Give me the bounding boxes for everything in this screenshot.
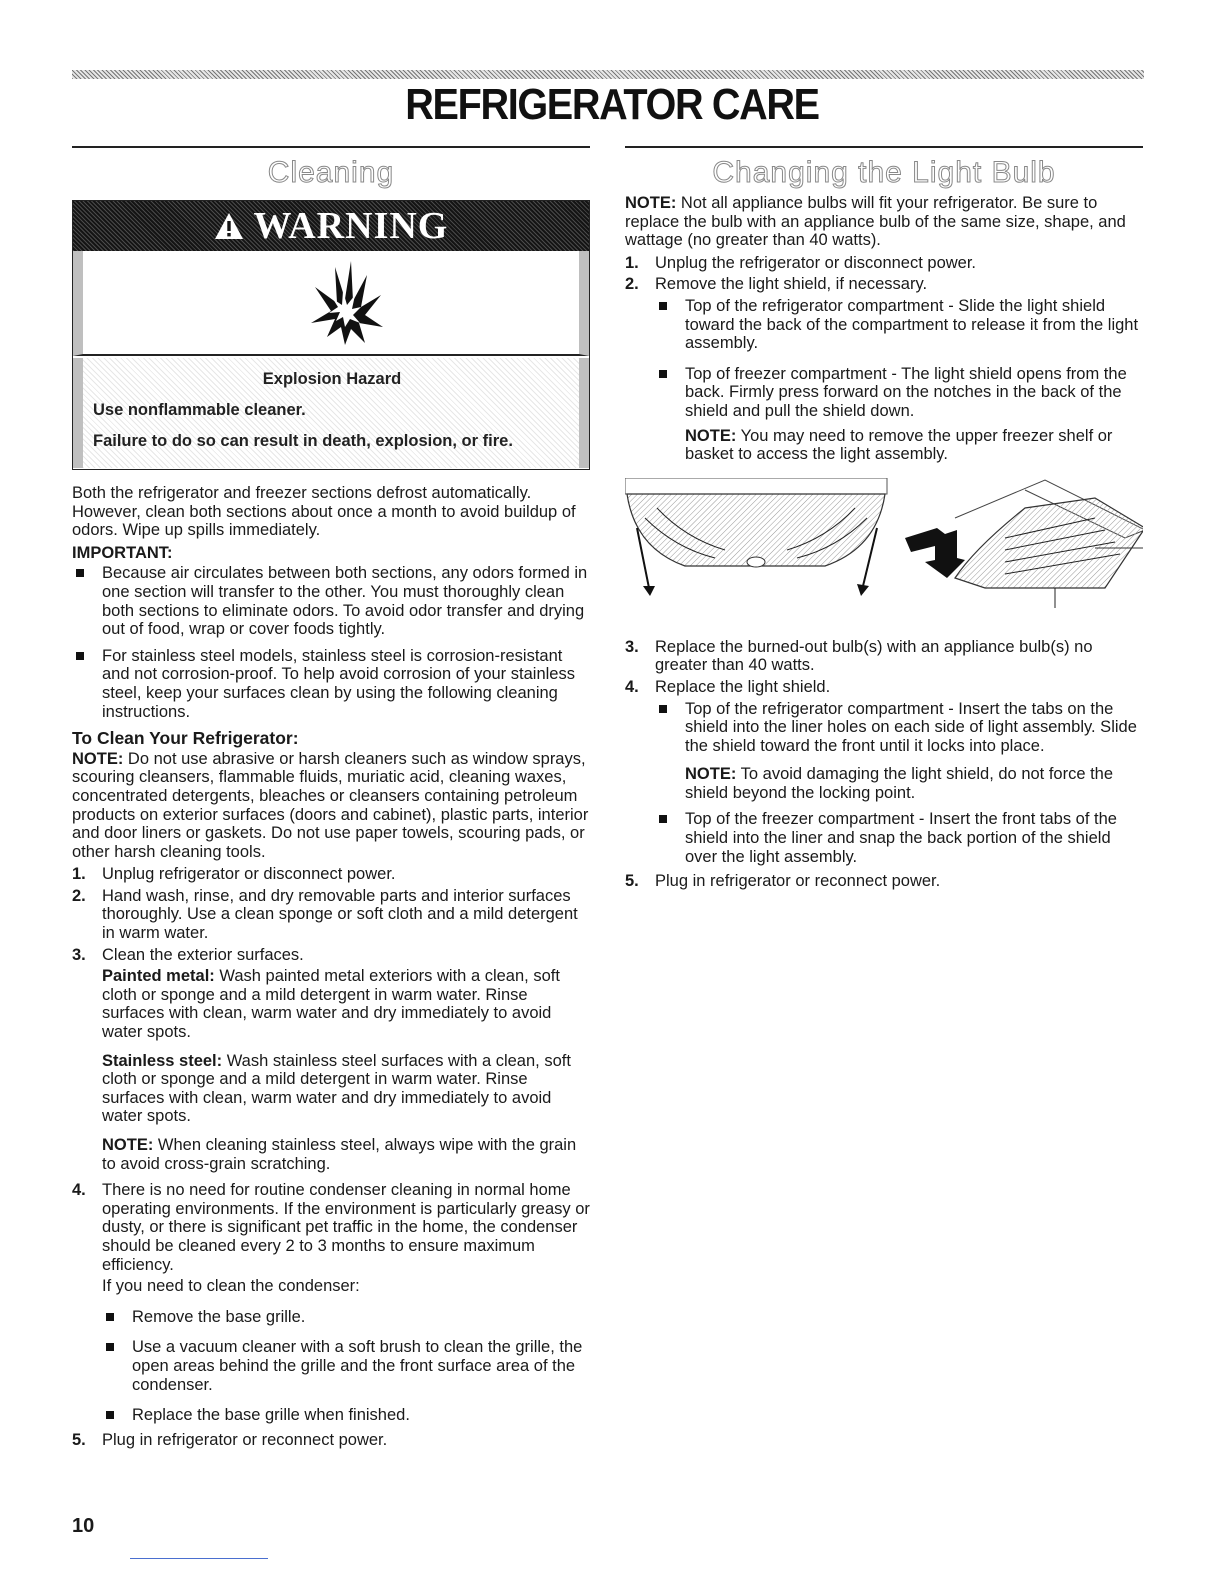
- step-number: 4.: [625, 677, 639, 696]
- stainless-note: [72, 1136, 590, 1173]
- left-rule: [72, 146, 590, 148]
- warning-line-1: Use nonflammable cleaner.: [93, 401, 306, 419]
- step-number: 2.: [72, 886, 86, 905]
- bulb-note: [625, 194, 1143, 250]
- header-texture-strip: [72, 70, 1144, 79]
- painted-metal-paragraph: [72, 967, 590, 1041]
- cleaning-column: [72, 484, 590, 1452]
- painted-label: Painted metal:: [102, 967, 215, 986]
- page-number: 10: [72, 1515, 95, 1537]
- note-text: To avoid damaging the light shield, do not force the shield beyond the locking point.: [685, 765, 1114, 802]
- warning-symbol-panel: [73, 251, 589, 356]
- step-3: [72, 946, 590, 965]
- page-title: REFRIGERATOR CARE: [405, 80, 819, 129]
- shield-bullet: Top of the refrigerator compartment - Slide the light shield toward the back of the compartment to release it from the light assembly.: [655, 297, 1143, 353]
- warning-triangle-icon: [214, 205, 254, 247]
- bulb-step-5: [625, 872, 1143, 891]
- condenser-bullet: Replace the base grille when finished.: [102, 1406, 590, 1425]
- warning-header: [73, 201, 589, 251]
- stainless-paragraph: [72, 1052, 590, 1126]
- warning-text-panel: [73, 358, 589, 468]
- warning-box: [72, 200, 590, 470]
- bulb-step-1: [625, 254, 1143, 273]
- bottom-link-line: [130, 1558, 268, 1559]
- shield-bullet: Top of freezer compartment - The light shield opens from the back. Firmly press forward on the notches in the back of the shield and pull the shield down.: [655, 365, 1143, 421]
- step-text: Hand wash, rinse, and dry removable parts and interior surfaces thoroughly. Use a clean sponge or soft cloth and a mild detergent in warm water.: [102, 886, 578, 943]
- note-label: NOTE:: [102, 1136, 154, 1154]
- step-text: There is no need for routine condenser cleaning in normal home operating environments. If the environment is particularly greasy or dusty, or there is significant pet traffic in the home, the condenser should be cleaned every 2 to 3 months to ensure maximum efficiency.: [102, 1181, 590, 1274]
- condenser-bullet: Remove the base grille.: [102, 1308, 590, 1327]
- step-number: 5.: [72, 1430, 86, 1449]
- step-text: Unplug refrigerator or disconnect power.: [102, 865, 396, 884]
- condenser-intro: If you need to clean the condenser:: [102, 1277, 360, 1296]
- warning-label: WARNING: [253, 205, 449, 247]
- step-number: 5.: [625, 872, 639, 891]
- step-number: 4.: [72, 1181, 86, 1200]
- replace-bullet: Top of the freezer compartment - Insert the front tabs of the shield into the liner and snap the back portion of the shield over the light assembly.: [655, 810, 1143, 866]
- replace-bullet: Top of the refrigerator compartment - Insert the tabs on the shield into the liner holes on each side of light assembly. Slide the shield toward the front until it locks into place.: [655, 700, 1143, 756]
- light-shield-illustration: [625, 478, 1143, 628]
- bulb-step-4: [625, 678, 1143, 697]
- step-number: 3.: [625, 637, 639, 656]
- note-label: NOTE:: [685, 765, 737, 784]
- explosion-icon: [305, 257, 385, 347]
- warning-line-2: Failure to do so can result in death, explosion, or fire.: [93, 432, 513, 450]
- freezer-shelf-note: [655, 427, 1143, 464]
- note-label: NOTE:: [72, 749, 124, 768]
- painted-text: Wash painted metal exteriors with a clean, soft cloth or sponge and a mild detergent in warm water. Rinse surfaces with clean, warm water and dry immediately to avoid water spots.: [102, 967, 560, 1042]
- step-number: 3.: [72, 945, 86, 964]
- clean-subheading: To Clean Your Refrigerator:: [72, 728, 299, 749]
- warning-hazard: Explosion Hazard: [262, 370, 402, 388]
- bulb-step-3: [625, 638, 1143, 675]
- step-text: Plug in refrigerator or reconnect power.: [655, 872, 941, 891]
- important-label: IMPORTANT:: [72, 543, 173, 562]
- stainless-text: Wash stainless steel surfaces with a clean, soft cloth or sponge and a mild detergent in warm water. Rinse surfaces with clean, warm water and dry immediately to avoid water spots.: [102, 1051, 571, 1126]
- step-text: Replace the light shield.: [655, 677, 831, 696]
- bulb-column: [625, 194, 1143, 894]
- step-4: [72, 1181, 590, 1274]
- note-text: Do not use abrasive or harsh cleaners such as window sprays, scouring cleansers, flammable fluids, muriatic acid, cleaning waxes, concentrated detergents, bleaches or cleansers containing petroleum products on exterior surfaces (doors and cabinet), plastic parts, interior and door liners or gaskets. Do not use paper towels, scouring pads, or other harsh cleaning tools.: [72, 749, 589, 861]
- locking-note: [655, 765, 1143, 802]
- step-number: 1.: [72, 865, 86, 884]
- note-label: NOTE:: [625, 194, 677, 212]
- step-text: Replace the burned-out bulb(s) with an appliance bulb(s) no greater than 40 watts.: [655, 637, 1093, 675]
- step-text: Clean the exterior surfaces.: [102, 945, 304, 964]
- step-2: [72, 887, 590, 943]
- note-label: NOTE:: [685, 426, 737, 445]
- step-5: [72, 1431, 590, 1450]
- cleaning-note: [72, 750, 590, 862]
- right-rule: [625, 146, 1143, 148]
- step-text: Unplug the refrigerator or disconnect power.: [655, 253, 977, 272]
- step-number: 2.: [625, 275, 639, 294]
- step-number: 1.: [625, 253, 639, 272]
- step-1: [72, 865, 590, 884]
- note-text: Not all appliance bulbs will fit your refrigerator. Be sure to replace the bulb with an appliance bulb of the same size, shape, and wattage (no greater than 40 watts).: [625, 194, 1126, 250]
- step-text: Plug in refrigerator or reconnect power.: [102, 1430, 388, 1449]
- cleaning-heading: Cleaning: [267, 156, 395, 189]
- note-text: You may need to remove the upper freezer shelf or basket to access the light assembly.: [685, 426, 1113, 464]
- bulb-heading: Changing the Light Bulb: [712, 156, 1056, 189]
- condenser-bullet: Use a vacuum cleaner with a soft brush to clean the grille, the open areas behind the grille and the front surface area of the condenser.: [102, 1338, 590, 1394]
- important-bullet: For stainless steel models, stainless steel is corrosion-resistant and not corrosion-proof. To help avoid corrosion of your stainless steel, keep your surfaces clean by using the following cleaning instructions.: [72, 647, 590, 721]
- stainless-label: Stainless steel:: [102, 1051, 223, 1070]
- important-bullet: Because air circulates between both sections, any odors formed in one section will transfer to the other. You must thoroughly clean both sections to eliminate odors. To avoid odor transfer and drying out of food, wrap or cover foods tightly.: [72, 564, 590, 638]
- note-text: When cleaning stainless steel, always wipe with the grain to avoid cross-grain scratching.: [102, 1136, 577, 1173]
- bulb-step-2: [625, 275, 1143, 294]
- step-text: Remove the light shield, if necessary.: [655, 275, 928, 294]
- cleaning-intro: Both the refrigerator and freezer sections defrost automatically. However, clean both sections about once a month to avoid buildup of odors. Wipe up spills immediately.: [72, 484, 576, 540]
